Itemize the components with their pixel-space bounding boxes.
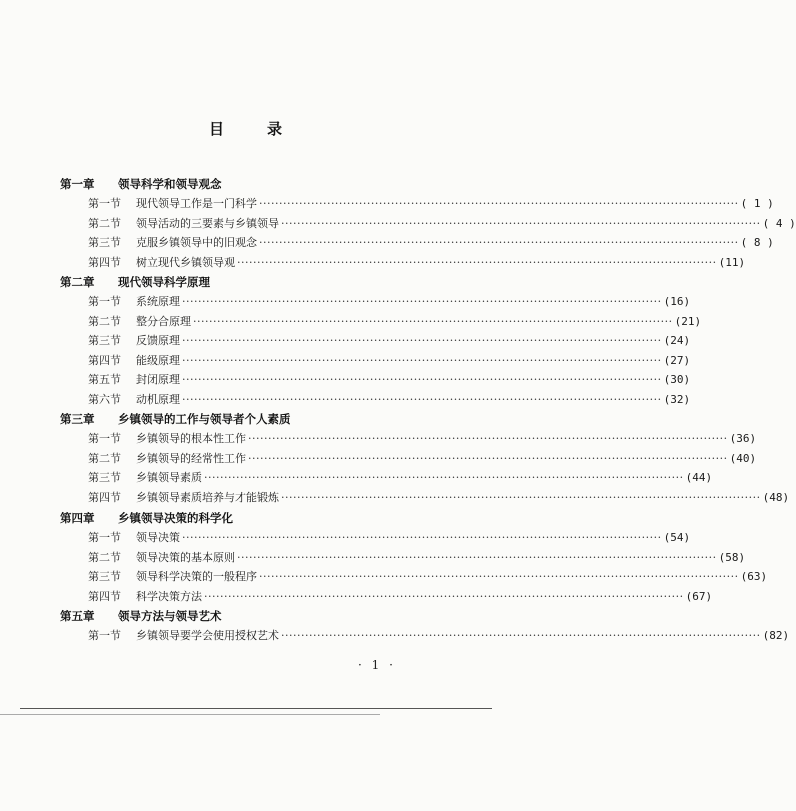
toc-entry <box>88 216 796 231</box>
chapter-heading <box>60 275 440 289</box>
section-title: 领导决策的基本原则 <box>136 550 235 564</box>
section-title: 领导决策 <box>136 531 180 544</box>
section-number: 第五节 <box>88 373 121 387</box>
toc-entry <box>88 393 691 407</box>
chapter-title: 现代领导科学原理 <box>118 275 210 289</box>
chapter-heading <box>60 177 440 191</box>
section-page: (16) <box>663 295 691 308</box>
section-number: 第二节 <box>88 216 121 230</box>
toc-entry <box>88 471 713 485</box>
toc-entry <box>88 570 768 584</box>
dot-leader: ························································································································ <box>204 471 684 485</box>
chapter-number: 第五章 <box>60 609 95 623</box>
section-title: 整分合原理 <box>136 314 191 328</box>
section-number: 第三节 <box>88 334 121 348</box>
dot-leader: ························································································································ <box>193 314 673 328</box>
toc-entry <box>88 451 757 466</box>
dot-leader: ························································································································ <box>182 353 662 367</box>
toc-entry <box>88 197 774 211</box>
chapter-heading <box>60 609 440 623</box>
section-title: 领导科学决策的一般程序 <box>136 570 257 584</box>
section-page: (58) <box>718 550 746 564</box>
dot-leader: ························································································································ <box>182 295 662 308</box>
section-number: 第三节 <box>88 471 121 485</box>
section-number: 第二节 <box>88 451 121 465</box>
chapter-title: 领导方法与领导艺术 <box>118 609 222 623</box>
section-page: (82) <box>762 629 790 642</box>
section-page: (21) <box>674 314 702 328</box>
dot-leader: ························································································································ <box>182 373 662 387</box>
toc-entry <box>88 373 691 387</box>
section-number: 第一节 <box>88 432 121 445</box>
section-number: 第四节 <box>88 490 121 504</box>
chapter-number: 第二章 <box>60 275 95 289</box>
section-page: (36) <box>729 432 757 445</box>
section-page: (27) <box>663 353 691 367</box>
dot-leader: ························································································································ <box>281 490 761 504</box>
section-number: 第三节 <box>88 570 121 584</box>
section-title: 封闭原理 <box>136 373 180 387</box>
section-page: (63) <box>740 570 768 584</box>
dot-leader: ························································································································ <box>281 629 761 642</box>
chapter-number: 第四章 <box>60 511 95 525</box>
dot-leader: ························································································································ <box>248 432 728 445</box>
toc-entry <box>88 490 790 505</box>
dot-leader: ························································································································ <box>259 570 739 584</box>
section-page: (54) <box>663 531 691 544</box>
section-page: ( 1 ) <box>740 197 774 210</box>
toc-entry <box>88 255 746 270</box>
section-number: 第二节 <box>88 314 121 328</box>
dot-leader: ························································································································ <box>182 334 662 348</box>
section-page: (40) <box>729 451 757 465</box>
page-title: 目 录 <box>208 120 296 138</box>
toc-entry <box>88 589 713 604</box>
section-number: 第四节 <box>88 353 121 367</box>
section-title: 能级原理 <box>136 353 180 367</box>
toc-entry <box>88 531 691 545</box>
toc-entry <box>88 550 746 565</box>
section-page: ( 4 ) <box>762 216 796 230</box>
section-title: 现代领导工作是一门科学 <box>136 197 257 210</box>
dot-leader: ························································································································ <box>259 236 739 250</box>
page-number: · 1 · <box>358 658 396 672</box>
section-title: 乡镇领导的根本性工作 <box>136 432 246 445</box>
chapter-title: 乡镇领导决策的科学化 <box>118 511 233 525</box>
section-number: 第三节 <box>88 236 121 250</box>
toc-entry <box>88 334 691 348</box>
section-title: 系统原理 <box>136 295 180 308</box>
section-number: 第一节 <box>88 197 121 210</box>
chapter-title: 领导科学和领导观念 <box>118 177 222 191</box>
section-page: ( 8 ) <box>740 236 774 250</box>
dot-leader: ························································································································ <box>204 589 684 603</box>
toc-entry <box>88 314 702 329</box>
section-title: 乡镇领导素质培养与才能锻炼 <box>136 490 279 504</box>
dot-leader: ························································································································ <box>259 197 739 210</box>
dot-leader: ························································································································ <box>182 531 662 544</box>
section-title: 领导活动的三要素与乡镇领导 <box>136 216 279 230</box>
toc-entry <box>88 629 790 643</box>
section-number: 第一节 <box>88 531 121 544</box>
chapter-heading <box>60 511 440 525</box>
section-number: 第二节 <box>88 550 121 564</box>
section-number: 第一节 <box>88 295 121 308</box>
toc-entry <box>88 353 691 368</box>
section-title: 科学决策方法 <box>136 589 202 603</box>
section-title: 克服乡镇领导中的旧观念 <box>136 236 257 250</box>
section-title: 树立现代乡镇领导观 <box>136 255 235 269</box>
section-title: 乡镇领导的经常性工作 <box>136 451 246 465</box>
chapter-number: 第一章 <box>60 177 95 191</box>
section-page: (48) <box>762 490 790 504</box>
section-title: 乡镇领导素质 <box>136 471 202 485</box>
section-number: 第一节 <box>88 629 121 642</box>
section-number: 第四节 <box>88 589 121 603</box>
section-page: (30) <box>663 373 691 387</box>
dot-leader: ························································································································ <box>281 216 761 230</box>
chapter-title: 乡镇领导的工作与领导者个人素质 <box>118 412 291 426</box>
chapter-number: 第三章 <box>60 412 95 426</box>
section-page: (11) <box>718 255 746 269</box>
toc-entry <box>88 236 774 250</box>
dot-leader: ························································································································ <box>182 393 662 406</box>
section-title: 动机原理 <box>136 393 180 406</box>
dot-leader: ························································································································ <box>237 255 717 269</box>
bottom-rule <box>20 708 492 709</box>
dot-leader: ························································································································ <box>248 451 728 465</box>
section-page: (32) <box>663 393 691 406</box>
section-number: 第六节 <box>88 393 121 406</box>
section-page: (67) <box>685 589 713 603</box>
section-title: 反馈原理 <box>136 334 180 348</box>
chapter-heading <box>60 412 440 426</box>
section-number: 第四节 <box>88 255 121 269</box>
bottom-rule-secondary <box>0 714 380 715</box>
toc-entry <box>88 432 757 446</box>
section-page: (24) <box>663 334 691 348</box>
toc-entry <box>88 295 691 309</box>
section-title: 乡镇领导要学会使用授权艺术 <box>136 629 279 642</box>
section-page: (44) <box>685 471 713 485</box>
dot-leader: ························································································································ <box>237 550 717 564</box>
